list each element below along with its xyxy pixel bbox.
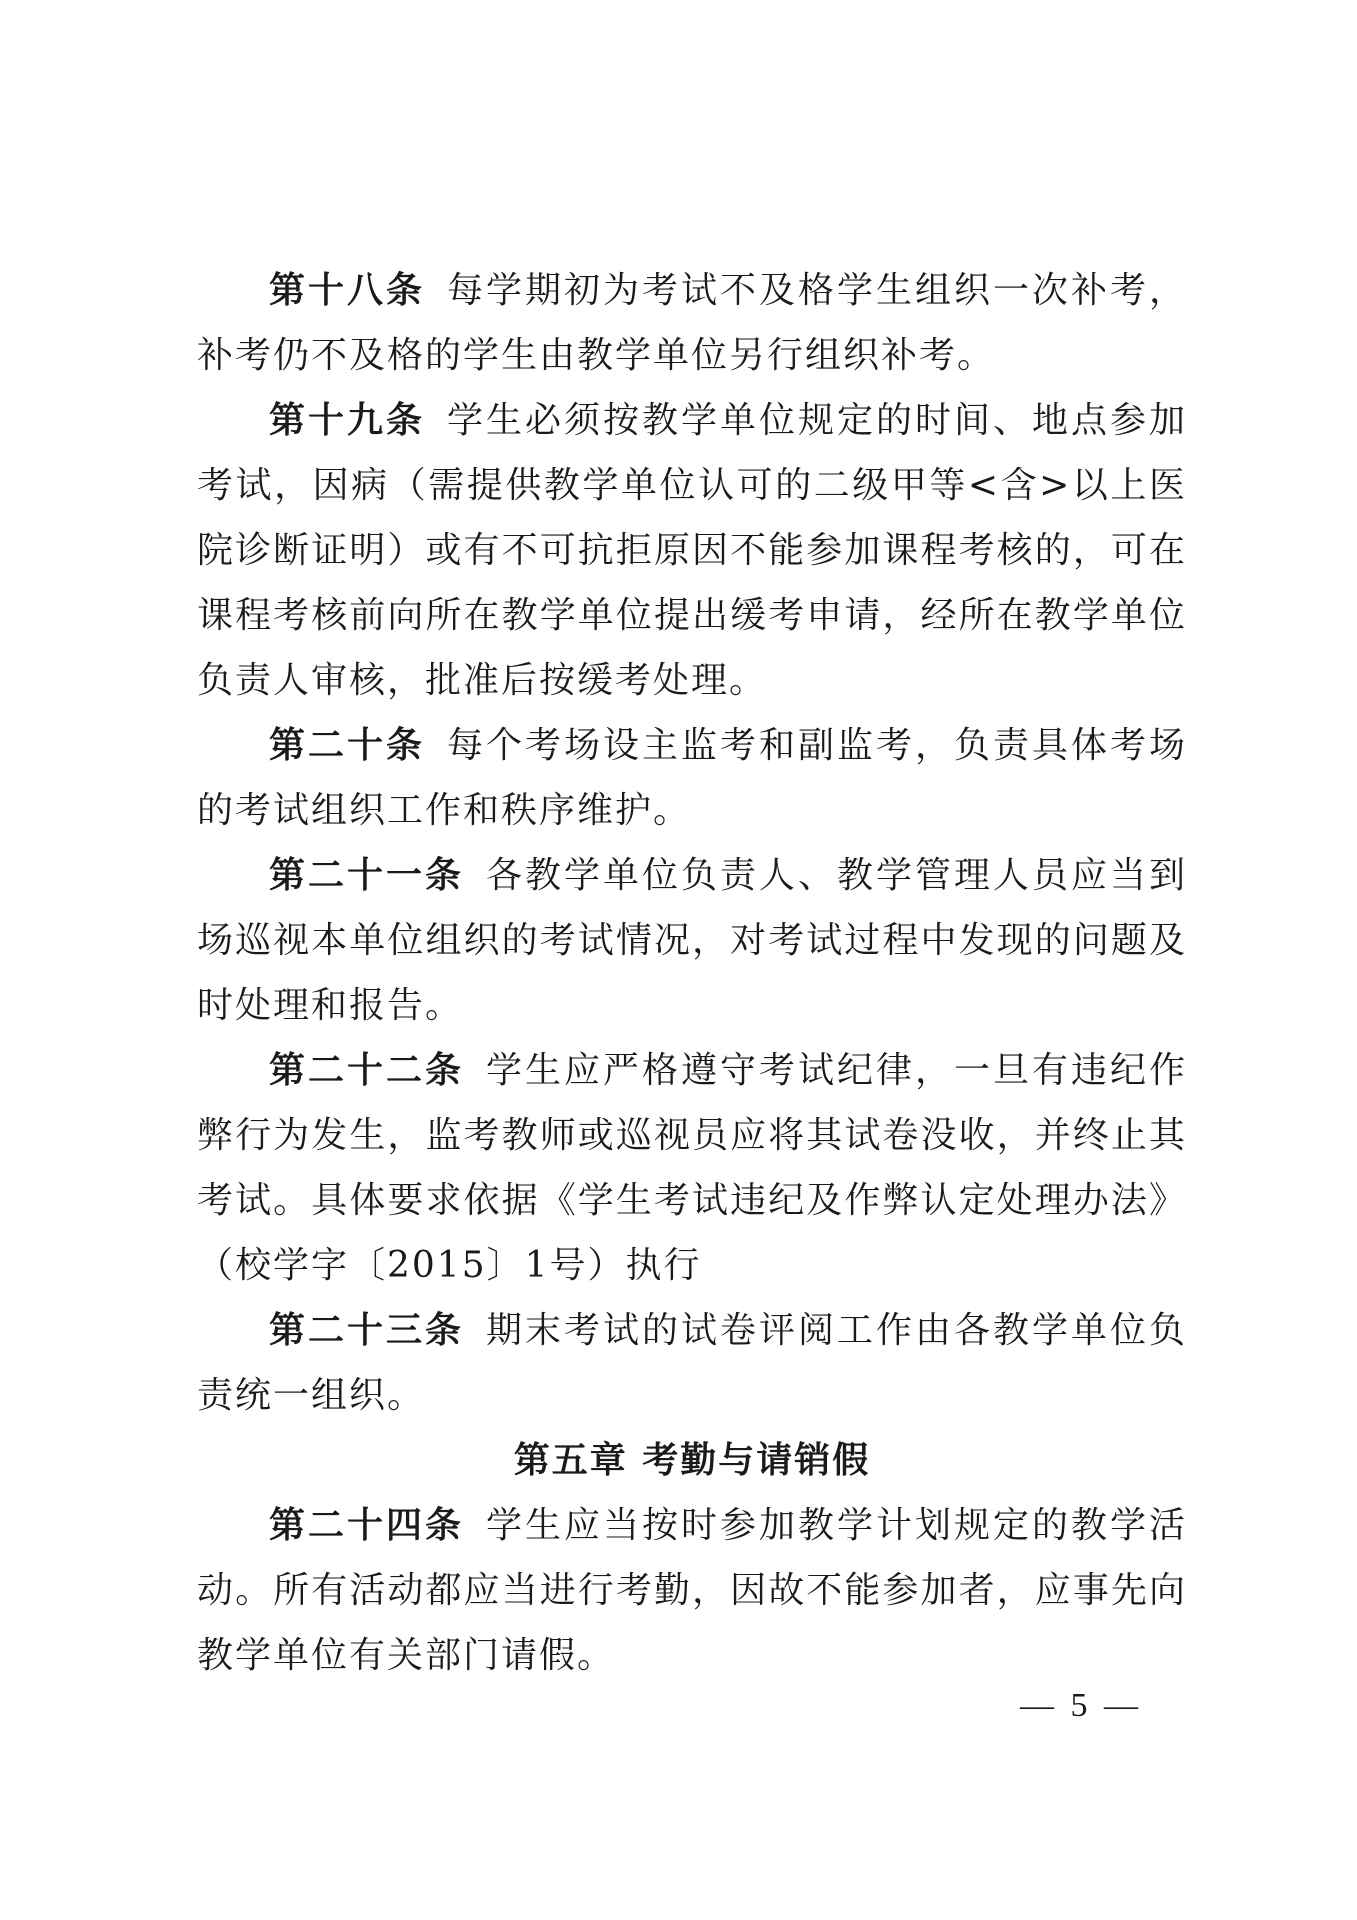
article-title: 第二十条 [269, 725, 425, 766]
article-title: 第二十一条 [269, 855, 464, 896]
article-text: 每个考场设主监考和副监考，负责具体考场的考试组织工作和秩序维护。 [197, 725, 1187, 831]
chapter-heading: 第五章 考勤与请销假 [513, 1440, 871, 1481]
page-number: — 5 — [1020, 1687, 1142, 1724]
article-21 [197, 843, 1187, 1038]
article-text: 学生应当按时参加教学计划规定的教学活动。所有活动都应当进行考勤，因故不能参加者，应事先向教学单位有关部门请假。 [197, 1505, 1187, 1676]
article-text: 每学期初为考试不及格学生组织一次补考，补考仍不及格的学生由教学单位另行组织补考。 [197, 270, 1187, 376]
article-text: 学生应严格遵守考试纪律，一旦有违纪作弊行为发生，监考教师或巡视员应将其试卷没收，并终止其考试。具体要求依据《学生考试违纪及作弊认定处理办法》（校学字〔2015〕1号）执行 [197, 1050, 1187, 1286]
article-text: 期末考试的试卷评阅工作由各教学单位负责统一组织。 [197, 1310, 1187, 1416]
article-text: 学生必须按教学单位规定的时间、地点参加考试，因病（需提供教学单位认可的二级甲等<含>以上医院诊断证明）或有不可抗拒原因不能参加课程考核的，可在课程考核前向所在教学单位提出缓考申请，经所在教学单位负责人审核，批准后按缓考处理。 [197, 400, 1187, 701]
article-title: 第十九条 [269, 400, 425, 441]
article-24 [197, 1493, 1187, 1688]
article-title: 第二十四条 [269, 1505, 464, 1546]
article-text: 各教学单位负责人、教学管理人员应当到场巡视本单位组织的考试情况，对考试过程中发现的问题及时处理和报告。 [197, 855, 1187, 1026]
article-18 [197, 258, 1187, 388]
article-20 [197, 713, 1187, 843]
article-19 [197, 388, 1187, 713]
article-title: 第十八条 [269, 270, 425, 311]
article-title: 第二十三条 [269, 1310, 464, 1351]
article-title: 第二十二条 [269, 1050, 464, 1091]
article-22 [197, 1038, 1187, 1298]
article-23 [197, 1298, 1187, 1428]
